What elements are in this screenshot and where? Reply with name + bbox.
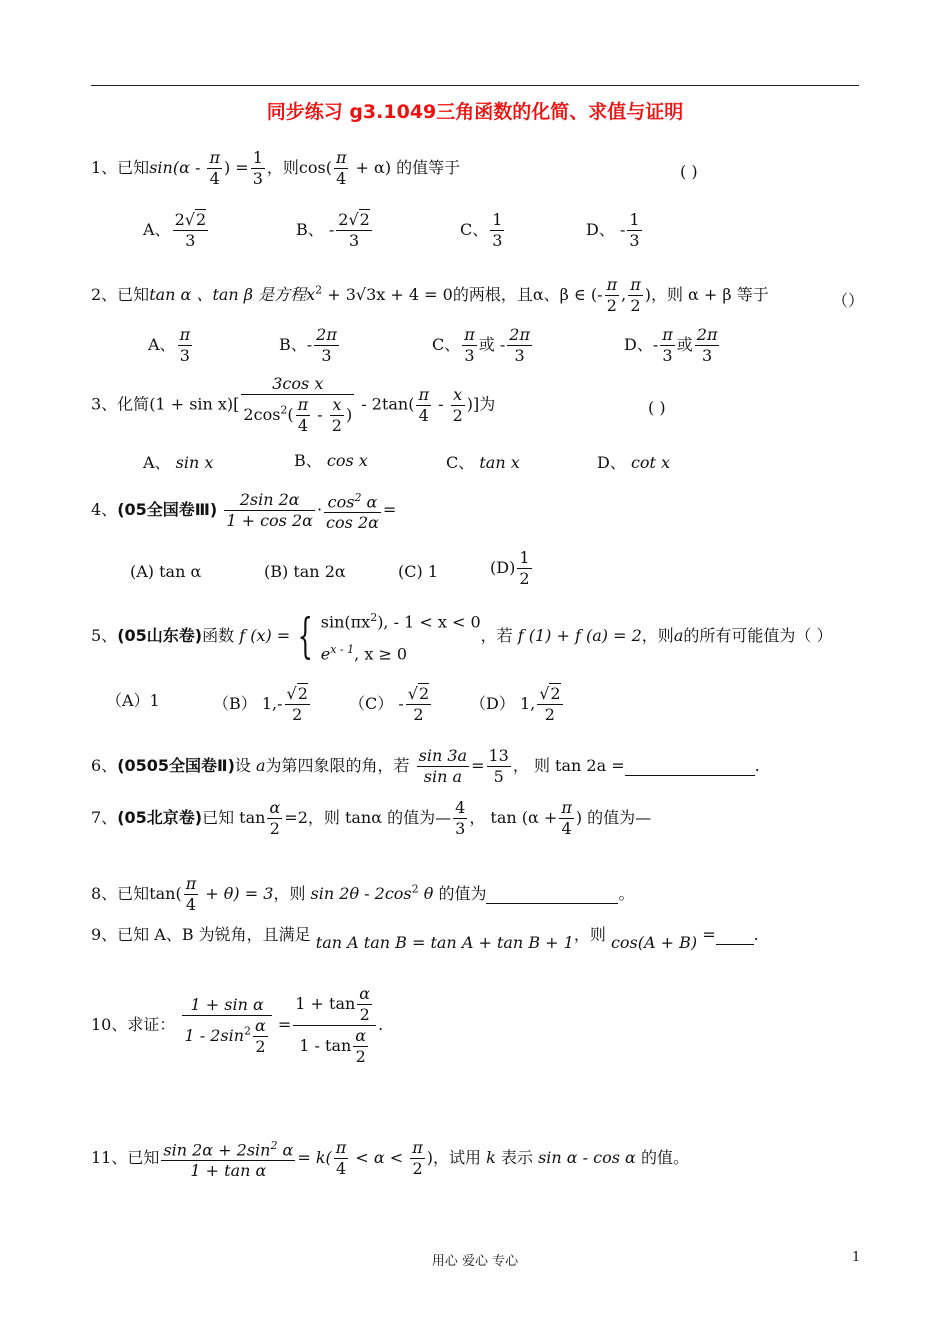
q1-answer-paren: ( )	[680, 162, 698, 181]
question-8: 8、已知tan( $\frac{\pi}{4}$ + θ) = 3，则 $\sin 2\theta - 2\cos^2$ θ 的值为 。	[91, 874, 635, 914]
q2-option-d: D、- $\frac{\pi}{3}$ 或 $\frac{2\pi}{3}$	[624, 325, 718, 365]
q1-frac-pi4-b: $\frac{\pi}{4}$	[335, 148, 347, 188]
q5-option-c: （C） - $\frac{√2}{2}$	[349, 684, 430, 724]
q1-option-c: C、 $\frac{1}{3}$	[460, 210, 503, 250]
q4-option-c: (C) 1	[398, 562, 438, 581]
q1-sin: sin(α -	[149, 158, 206, 177]
question-2: 2、已知tan α 、tan β 是方程$x^2 + 3√3x + 4 = 0$的两根，且α、β ∈ (- $\frac{\pi}{2}$ , $\frac{\pi}{2}$ )，则 α + β 等于	[91, 275, 769, 315]
q9-answer-blank[interactable]	[716, 925, 754, 945]
q6-answer-blank[interactable]	[625, 756, 755, 776]
q1-cos: cos(	[298, 158, 332, 177]
q2-option-a: A、 $\frac{\pi}{3}$	[148, 325, 191, 365]
q3-option-d: D、 cot x	[597, 453, 671, 472]
q1-number: 1、已知	[91, 158, 150, 177]
q2-option-c: C、 $\frac{\pi}{3}$ 或 - $\frac{2\pi}{3}$	[432, 325, 530, 365]
q1-eq: ) =	[223, 158, 249, 177]
question-9: 9、已知 A、B 为锐角，且满足 tan A tan B = tan A + tan B + 1，则 cos(A + B) = .	[91, 925, 759, 952]
q4-option-b: (B) tan 2α	[264, 562, 346, 581]
q3-answer-paren: ( )	[648, 398, 666, 417]
q5-option-b: （B） 1,- $\frac{√2}{2}$	[213, 684, 308, 724]
page-title: 同步练习 g3.1049三角函数的化简、求值与证明	[266, 101, 684, 123]
q1-option-d: D、 - $\frac{1}{3}$	[586, 210, 640, 250]
q1-frac-pi4: $\frac{\pi}{4}$	[209, 148, 220, 188]
q3-option-a: A、 sin x	[143, 453, 214, 472]
q4-option-d: (D) $\frac{1}{2}$	[490, 548, 530, 588]
question-7: 7、(05北京卷)已知 tan $\frac{\alpha}{2}$ =2，则 tanα 的值为— $\frac{4}{3}$ ， tan (α + $\frac{\pi}{4}$ ) 的值为—	[91, 798, 652, 838]
question-3: 3、化简(1 + sin x)[ 3cos x $2\cos^2$( $\frac{\pi}{4}$ - $\frac{x}{2}$ ) - 2tan( $\frac{\pi}{4}$ - $\frac{x}{2}$ )]为	[91, 374, 496, 435]
header-rule	[91, 85, 859, 86]
q1-frac-1-3: $\frac{1}{3}$	[252, 148, 263, 188]
q3-option-c: C、 tan x	[446, 453, 520, 472]
q8-answer-blank[interactable]	[486, 884, 618, 904]
q1-option-b: B、 - $\frac{2√2}{3}$	[296, 210, 370, 250]
question-1	[91, 148, 460, 189]
q5-option-d: （D） 1, $\frac{√2}{2}$	[470, 684, 561, 724]
q3-option-b: B、 cos x	[294, 451, 368, 470]
question-5: 5、(05山东卷)函数 f (x) = { $\sin(\pi x^2)$, - 1 < x < 0 $e^{x - 1}$, x ≥ 0 ，若 f (1) + f (a) = 2，则a的所有可能值为（ ）	[91, 608, 833, 665]
question-6: 6、(0505全国卷Ⅱ)设 a为第四象限的角，若 $\frac{\sin 3a}{\text{sin a}}$ = $\frac{13}{5}$ ， 则 tan 2a = .	[91, 746, 760, 786]
question-4: 4、(05全国卷Ⅲ) $\frac{2\sin 2\alpha}{1 + \cos 2\alpha}$ · $\frac{\cos^2 \alpha}{\cos 2\alpha}$ =	[91, 488, 396, 533]
question-11: 11、已知 $\frac{\sin 2\alpha + 2\sin^2 \alpha}{\text{1 + tan α}}$ = k( $\frac{\pi}{4}$ < α < $\frac{\pi}{2}$ )，试用 k 表示 sin α - cos α 的值。	[91, 1136, 689, 1181]
q2-option-b: B、- $\frac{2\pi}{3}$	[279, 325, 337, 365]
page-number: 1	[852, 1250, 861, 1265]
question-10: 10、求证： 1 + sin α $1 - 2\sin^2$ $\frac{\alpha}{2}$ = 1 + tan $\frac{\alpha}{2}$ 1 - tan $\frac{\alpha}{2}$ .	[91, 984, 384, 1066]
q5-option-a: （A）1	[106, 691, 160, 710]
q4-option-a: (A) tan α	[130, 562, 202, 581]
q1-then: ，则	[266, 158, 299, 177]
q1-plus: + α) 的值等于	[350, 158, 461, 177]
q1-option-a: A、 $\frac{2√2}{3}$	[143, 210, 207, 250]
page-footer: 用心 爱心 专心	[431, 1254, 519, 1269]
q2-answer-paren: （）	[832, 291, 865, 310]
